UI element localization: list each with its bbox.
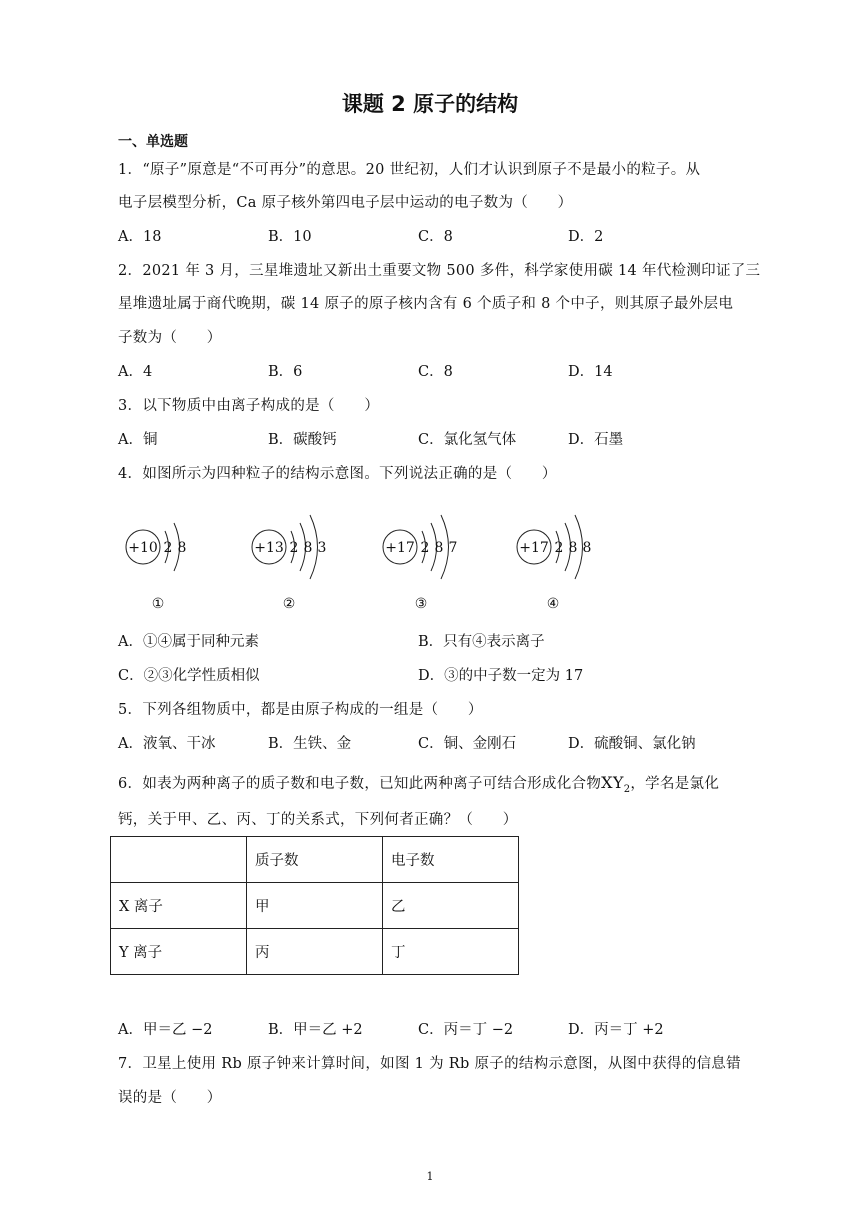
q4-option-c: C．②③化学性质相似 [118,668,260,684]
q2-option-a: A．4 [118,364,153,380]
formula-subscript: 2 [623,784,631,795]
q1-option-c: C．8 [418,229,453,245]
shell-electrons: 2 [554,540,564,556]
q5-option-a: A．液氧、干冰 [118,736,216,752]
q2-option-b: B．6 [268,364,303,380]
q3-option-c: C．氯化氢气体 [418,432,517,448]
q1-option-d: D．2 [568,229,604,245]
shell-electrons: 7 [448,540,458,556]
q6-option-d: D．丙＝丁 +2 [568,1022,664,1038]
table-cell: 质子数 [247,837,383,883]
q1-line2: 电子层模型分析，Ca 原子核外第四电子层中运动的电子数为（ ） [118,195,573,211]
table-cell: 电子数 [383,837,519,883]
q6-line2: 钙，关于甲、乙、丙、丁的关系式，下列何者正确？（ ） [118,812,518,828]
table-row [111,883,519,929]
page-title: 课题 2 原子的结构 [341,92,519,116]
q6-option-b: B．甲＝乙 +2 [268,1022,363,1038]
q5-option-d: D．硫酸铜、氯化钠 [568,736,696,752]
table-cell: 乙 [383,883,519,929]
nucleus-charge: +17 [519,540,549,556]
nucleus-charge: +10 [128,540,158,556]
table-cell: 丁 [383,929,519,975]
q3-option-d: D．石墨 [568,432,624,448]
q1-line1: 1．“原子”原意是“不可再分”的意思。20 世纪初，人们才认识到原子不是最小的粒子。从 [118,162,701,178]
q1-option-a: A．18 [118,229,162,245]
q6-option-a: A．甲＝乙 −2 [118,1022,213,1038]
shell-electrons: 2 [289,540,299,556]
atom-diagram-1 [126,523,186,612]
q5-option-c: C．铜、金刚石 [418,736,517,752]
table-cell: X 离子 [111,883,247,929]
table-row [111,929,519,975]
table-cell: 丙 [247,929,383,975]
q6-option-c: C．丙＝丁 −2 [418,1022,514,1038]
diagram-label: ③ [414,596,428,612]
q6-line1-post: ，学名是氯化 [630,776,720,792]
table-cell: Y 离子 [111,929,247,975]
q2-line2: 星堆遗址属于商代晚期，碳 14 原子的原子核内含有 6 个质子和 8 个中子，则其原子最外层电 [118,296,734,312]
q4-option-b: B．只有④表示离子 [418,634,545,650]
q5-option-b: B．生铁、金 [268,736,352,752]
q4-option-d: D．③的中子数一定为 17 [418,668,584,684]
nucleus-charge: +13 [254,540,284,556]
q7-line2: 误的是（ ） [118,1090,222,1106]
atom-structure-diagrams [110,495,610,615]
table-cell [111,837,247,883]
atom-diagram-2 [252,515,326,612]
q6-line1 [118,772,719,793]
diagram-label: ① [151,596,165,612]
q3-option-b: B．碳酸钙 [268,432,337,448]
page-number: 1 [426,1170,434,1183]
table-header-row [111,837,519,883]
q3-option-a: A．铜 [118,432,158,448]
shell-electrons: 2 [420,540,430,556]
shell-electrons: 8 [434,540,444,556]
section-heading: 一、单选题 [118,134,188,150]
q4-line1: 4．如图所示为四种粒子的结构示意图。下列说法正确的是（ ） [118,466,557,482]
q5-line1: 5．下列各组物质中，都是由原子构成的一组是（ ） [118,702,483,718]
q4-option-a: A．①④属于同种元素 [118,634,259,650]
shell-electrons: 3 [317,540,327,556]
shell-electrons: 8 [582,540,592,556]
formula-main: XY [601,773,624,792]
q2-option-d: D．14 [568,364,613,380]
atom-diagram-4 [517,515,591,612]
q3-line1: 3．以下物质中由离子构成的是（ ） [118,398,380,414]
q2-option-c: C．8 [418,364,453,380]
table-cell: 甲 [247,883,383,929]
q1-option-b: B．10 [268,229,312,245]
q7-line1: 7．卫星上使用 Rb 原子钟来计算时间，如图 1 为 Rb 原子的结构示意图，从图中获得的信息错 [118,1056,741,1072]
q2-line1: 2．2021 年 3 月，三星堆遗址又新出土重要文物 500 多件，科学家使用碳 14 年代检测印证了三 [118,263,761,279]
chemical-formula [601,773,631,795]
diagram-label: ② [282,596,296,612]
shell-electrons: 8 [568,540,578,556]
shell-electrons: 8 [303,540,313,556]
shell-electrons: 8 [177,540,187,556]
nucleus-charge: +17 [385,540,415,556]
diagram-label: ④ [546,596,560,612]
shell-electrons: 2 [163,540,173,556]
q6-line1-pre: 6．如表为两种离子的质子数和电子数，已知此两种离子可结合形成化合物 [118,776,602,792]
q2-line3: 子数为（ ） [118,330,222,346]
ion-table [110,836,519,975]
atom-diagram-3 [383,515,457,612]
